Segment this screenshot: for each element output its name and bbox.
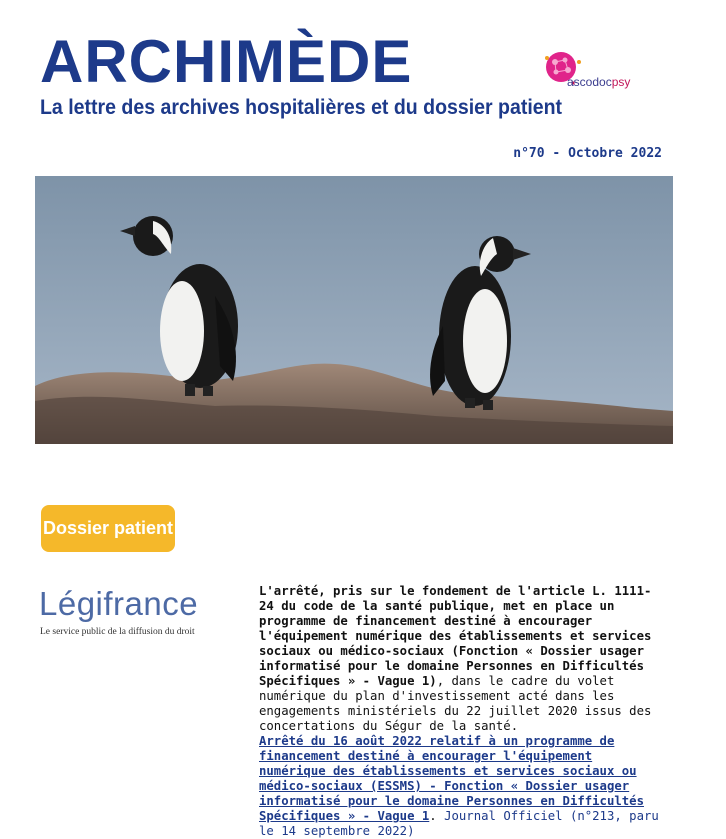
legifrance-logo-name: Légifrance xyxy=(39,585,199,622)
ascodocpsy-logo-text xyxy=(567,75,630,89)
article-link[interactable]: Arrêté du 16 août 2022 relatif à un programme de financement destiné à encourager l'équipement numérique des établissements et services sociaux ou médico-sociaux (ESSMS) - Fonction « Dossier usager informatisé pour le domaine Personnes en Difficultés Spécifiques » - Vague 1 xyxy=(259,734,644,823)
article-link-suffix: . xyxy=(429,809,437,823)
newsletter-subtitle: La lettre des archives hospitalières et du dossier patient xyxy=(40,96,563,119)
section-badge-dossier-patient[interactable]: Dossier patient xyxy=(41,505,175,552)
ascodocpsy-logo[interactable] xyxy=(541,50,651,90)
penguins-photo-icon xyxy=(35,176,673,444)
legifrance-logo-tagline: Le service public de la diffusion du droit xyxy=(40,627,195,637)
logo-text-part1: ascodoc xyxy=(567,75,612,89)
penguins-photo xyxy=(35,176,673,444)
legifrance-logo[interactable] xyxy=(36,585,236,645)
logo-text-part2: psy xyxy=(611,75,631,89)
newsletter-title: ARCHIMÈDE xyxy=(40,28,413,95)
article-intro-bold: L'arrêté, pris sur le fondement de l'article L. 1111-24 du code de la santé publique, met en place un programme de financement destiné à encourager l'équipement numérique des établissements et services sociaux ou médico-sociaux (Fonction « Dossier usager informatisé pour le domaine Personnes en Difficultés Spécifiques » - Vague 1) xyxy=(259,584,652,688)
article-body xyxy=(259,584,659,839)
journal-officiel-reference: Journal Officiel (n°213, paru le 14 septembre 2022) xyxy=(259,809,659,838)
issue-number: n°70 - Octobre 2022 xyxy=(513,146,662,161)
article-intro-rest: , dans le cadre du volet numérique du plan d'investissement acté dans les engagements ministériels du 22 juillet 2020 issus des concertations du Ségur de la santé. xyxy=(259,674,652,733)
